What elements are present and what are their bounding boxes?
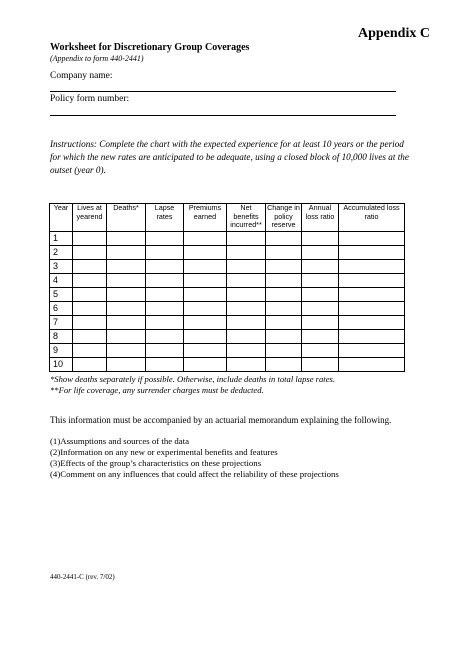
header-year: Year xyxy=(50,204,73,232)
header-lapse: Lapse rates xyxy=(146,204,184,232)
entry-cell[interactable] xyxy=(227,288,266,302)
entry-cell[interactable] xyxy=(146,358,184,372)
entry-cell[interactable] xyxy=(184,232,227,246)
policy-form-label: Policy form number: xyxy=(50,94,130,104)
entry-cell[interactable] xyxy=(146,232,184,246)
entry-cell[interactable] xyxy=(227,358,266,372)
entry-cell[interactable] xyxy=(227,344,266,358)
entry-cell[interactable] xyxy=(266,260,302,274)
entry-cell[interactable] xyxy=(73,358,107,372)
entry-cell[interactable] xyxy=(302,288,339,302)
year-cell: 6 xyxy=(50,302,73,316)
year-cell: 4 xyxy=(50,274,73,288)
table-row xyxy=(50,232,405,246)
entry-cell[interactable] xyxy=(266,246,302,260)
year-cell: 8 xyxy=(50,330,73,344)
table-row xyxy=(50,302,405,316)
worksheet-subtitle: (Appendix to form 440-2441) xyxy=(50,54,144,63)
entry-cell[interactable] xyxy=(107,316,146,330)
appendix-label: Appendix C xyxy=(358,26,430,41)
header-annual-loss: Annual loss ratio xyxy=(302,204,339,232)
entry-cell[interactable] xyxy=(184,274,227,288)
entry-cell[interactable] xyxy=(146,246,184,260)
header-net-benefits: Net benefits incurred** xyxy=(227,204,266,232)
year-cell: 10 xyxy=(50,358,73,372)
entry-cell[interactable] xyxy=(146,330,184,344)
entry-cell[interactable] xyxy=(73,344,107,358)
entry-cell[interactable] xyxy=(227,246,266,260)
company-name-line[interactable] xyxy=(50,91,396,92)
entry-cell[interactable] xyxy=(302,246,339,260)
entry-cell[interactable] xyxy=(146,316,184,330)
entry-cell[interactable] xyxy=(184,246,227,260)
entry-cell[interactable] xyxy=(107,288,146,302)
entry-cell[interactable] xyxy=(73,232,107,246)
entry-cell[interactable] xyxy=(184,330,227,344)
entry-cell[interactable] xyxy=(184,260,227,274)
header-accumulated-loss: Accumulated loss ratio xyxy=(339,204,405,232)
entry-cell[interactable] xyxy=(146,260,184,274)
experience-table xyxy=(49,203,405,372)
table-header-row xyxy=(50,204,405,232)
entry-cell[interactable] xyxy=(146,344,184,358)
entry-cell[interactable] xyxy=(266,232,302,246)
memo-intro: This information must be accompanied by an actuarial memorandum explaining the following. xyxy=(50,415,392,425)
entry-cell[interactable] xyxy=(339,358,405,372)
entry-cell[interactable] xyxy=(73,302,107,316)
footnote-deaths: *Show deaths separately if possible. Otherwise, include deaths in total lapse rates. xyxy=(50,374,336,384)
entry-cell[interactable] xyxy=(107,330,146,344)
entry-cell[interactable] xyxy=(107,274,146,288)
memo-item-2: (2)Information on any new or experimental benefits and features xyxy=(50,447,278,457)
policy-form-line[interactable] xyxy=(50,115,396,116)
entry-cell[interactable] xyxy=(339,260,405,274)
year-cell: 9 xyxy=(50,344,73,358)
entry-cell[interactable] xyxy=(107,358,146,372)
entry-cell[interactable] xyxy=(184,302,227,316)
entry-cell[interactable] xyxy=(227,302,266,316)
table-row xyxy=(50,288,405,302)
entry-cell[interactable] xyxy=(73,330,107,344)
entry-cell[interactable] xyxy=(302,274,339,288)
entry-cell[interactable] xyxy=(227,274,266,288)
entry-cell[interactable] xyxy=(227,330,266,344)
year-cell: 3 xyxy=(50,260,73,274)
table-row xyxy=(50,330,405,344)
worksheet-title: Worksheet for Discretionary Group Coverages xyxy=(50,42,250,53)
entry-cell[interactable] xyxy=(266,330,302,344)
entry-cell[interactable] xyxy=(302,316,339,330)
entry-cell[interactable] xyxy=(266,358,302,372)
entry-cell[interactable] xyxy=(339,302,405,316)
table-row xyxy=(50,358,405,372)
entry-cell[interactable] xyxy=(146,302,184,316)
year-cell: 5 xyxy=(50,288,73,302)
entry-cell[interactable] xyxy=(266,288,302,302)
entry-cell[interactable] xyxy=(146,274,184,288)
memo-item-4: (4)Comment on any influences that could affect the reliability of these projections xyxy=(50,469,339,479)
header-lives: Lives at yearend xyxy=(73,204,107,232)
table-row xyxy=(50,246,405,260)
year-cell: 7 xyxy=(50,316,73,330)
entry-cell[interactable] xyxy=(146,288,184,302)
memo-item-3: (3)Effects of the group’s characteristics on these projections xyxy=(50,458,262,468)
entry-cell[interactable] xyxy=(339,274,405,288)
entry-cell[interactable] xyxy=(266,316,302,330)
entry-cell[interactable] xyxy=(339,316,405,330)
year-cell: 2 xyxy=(50,246,73,260)
table-row xyxy=(50,274,405,288)
entry-cell[interactable] xyxy=(227,260,266,274)
year-cell: 1 xyxy=(50,232,73,246)
entry-cell[interactable] xyxy=(227,232,266,246)
entry-cell[interactable] xyxy=(266,274,302,288)
table-row xyxy=(50,316,405,330)
entry-cell[interactable] xyxy=(302,330,339,344)
form-id: 440-2441-C (rev. 7/02) xyxy=(50,573,115,581)
entry-cell[interactable] xyxy=(339,288,405,302)
entry-cell[interactable] xyxy=(107,344,146,358)
table-row xyxy=(50,260,405,274)
header-reserve: Change in policy reserve xyxy=(266,204,302,232)
entry-cell[interactable] xyxy=(184,316,227,330)
instructions-text: Instructions: Complete the chart with the expected experience for at least 10 years or the period for which the new rates are anticipated to be adequate, using a closed block of 10,000 lives at the outset (year 0). xyxy=(50,139,409,175)
table-row xyxy=(50,344,405,358)
entry-cell[interactable] xyxy=(302,358,339,372)
entry-cell[interactable] xyxy=(302,232,339,246)
entry-cell[interactable] xyxy=(302,302,339,316)
entry-cell[interactable] xyxy=(107,260,146,274)
header-deaths: Deaths* xyxy=(107,204,146,232)
entry-cell[interactable] xyxy=(73,260,107,274)
header-premiums: Premiums earned xyxy=(184,204,227,232)
entry-cell[interactable] xyxy=(184,288,227,302)
company-name-label: Company name: xyxy=(50,71,113,81)
entry-cell[interactable] xyxy=(339,344,405,358)
entry-cell[interactable] xyxy=(184,358,227,372)
entry-cell[interactable] xyxy=(73,246,107,260)
footnote-life: **For life coverage, any surrender charges must be deducted. xyxy=(50,385,264,395)
entry-cell[interactable] xyxy=(184,344,227,358)
entry-cell[interactable] xyxy=(73,274,107,288)
entry-cell[interactable] xyxy=(107,302,146,316)
entry-cell[interactable] xyxy=(107,232,146,246)
entry-cell[interactable] xyxy=(339,232,405,246)
entry-cell[interactable] xyxy=(266,344,302,358)
entry-cell[interactable] xyxy=(266,302,302,316)
entry-cell[interactable] xyxy=(339,246,405,260)
entry-cell[interactable] xyxy=(107,246,146,260)
entry-cell[interactable] xyxy=(73,316,107,330)
entry-cell[interactable] xyxy=(302,344,339,358)
entry-cell[interactable] xyxy=(339,330,405,344)
memo-item-1: (1)Assumptions and sources of the data xyxy=(50,436,190,446)
entry-cell[interactable] xyxy=(302,260,339,274)
entry-cell[interactable] xyxy=(73,288,107,302)
entry-cell[interactable] xyxy=(227,316,266,330)
